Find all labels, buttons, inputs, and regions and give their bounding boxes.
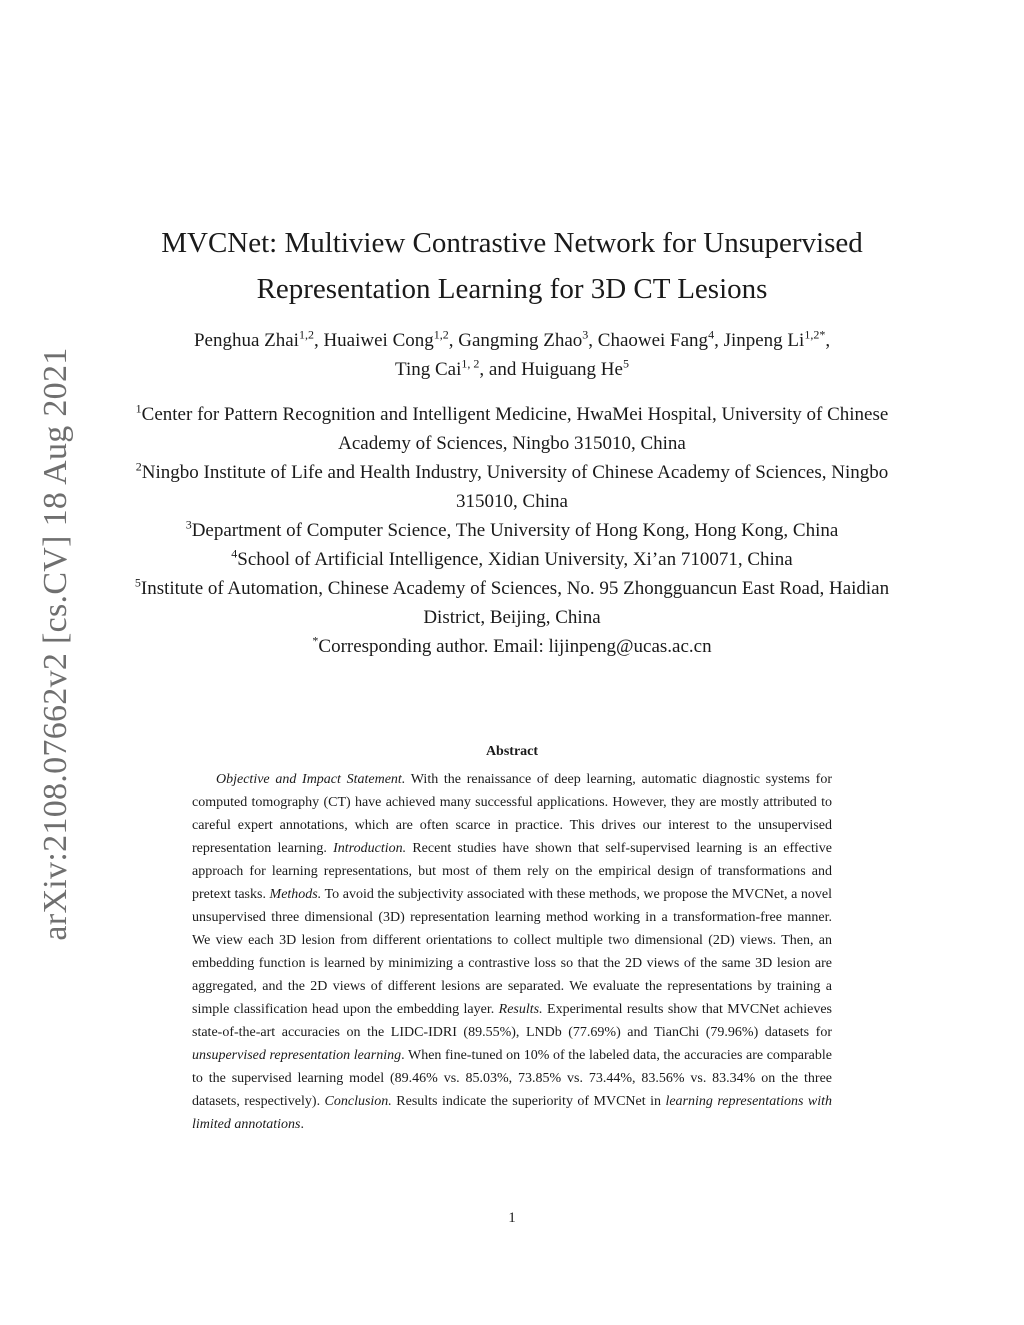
author-affil-mark: 5 [622,356,629,371]
author-name: Huiguang He [521,359,623,380]
affiliation-text: Institute of Automation, Chinese Academy of Sciences, No. 95 Zhongguancun East Road, Haidian District, Beijing, China [140,578,890,628]
corresponding-mark: * [312,633,319,648]
abstract-text: To avoid the subjectivity associated with these methods, we propose the MVCNet, a novel unsupervised three dimensional (3D) representation learning method working in a transformation-free manner. We view each 3D lesion from different orientations to collect multiple two dimensional (2D) views. Then, an embedding function is learned by minimizing a contrastive loss so that the 2D views of the same 3D lesion are aggregated, and the 2D views of different lesions are separated. We evaluate the representations by training a simple classification head upon the embedding layer. [192,887,832,1017]
author-affil-mark: 1,2* [804,327,826,342]
affiliation-text: School of Artificial Intelligence, Xidian University, Xi’an 710071, China [237,549,793,570]
author-separator: , [825,330,831,351]
affiliation-text: Ningbo Institute of Life and Health Industry, University of Chinese Academy of Sciences, Ningbo 315010, China [141,462,889,512]
author-separator: , and [479,359,522,380]
author-separator: , [588,330,598,351]
corresponding-author-text: Corresponding author. Email: lijinpeng@ucas.ac.cn [318,636,712,657]
affiliation-mark: 1 [135,401,142,416]
abstract-text: . [300,1117,304,1132]
affiliation-mark: 5 [134,575,141,590]
author-affil-mark: 4 [708,327,715,342]
abstract-section-label: Introduction. [333,841,407,856]
author-list [130,326,894,384]
affiliation-item [130,400,894,458]
abstract-emphasis: learning representations with limited annotations [192,1094,832,1132]
abstract-text: . When fine-tuned on 10% of the labeled data, the accuracies are comparable to the supervised learning model (89.46% vs. 85.03%, 73.85% vs. 73.44%, 83.56% vs. 83.34% on the three datasets, respectively). [192,1048,832,1109]
abstract-text: Results indicate the superiority of MVCNet in [391,1094,666,1109]
author-name: Chaowei Fang [597,330,709,351]
paper-title [140,220,884,312]
author-name: Gangming Zhao [458,330,583,351]
affiliation-text: Center for Pattern Recognition and Intelligent Medicine, HwaMei Hospital, University of Chinese Academy of Sciences, Ningbo 315010, China [141,404,889,454]
author-affil-mark: 3 [582,327,589,342]
affiliation-list [130,400,894,661]
title-line-1: MVCNet: Multiview Contrastive Network for Unsupervised [161,227,863,259]
author-name: Ting Cai [395,359,462,380]
author-name: Jinpeng Li [723,330,805,351]
affiliation-item [130,458,894,516]
corresponding-author [130,632,894,661]
affiliation-text: Department of Computer Science, The University of Hong Kong, Hong Kong, China [191,520,839,541]
author-affil-mark: 1,2 [433,327,449,342]
author-separator: , [714,330,724,351]
affiliation-mark: 2 [135,459,142,474]
abstract-text: Recent studies have shown that self-supervised learning is an effective approach for learning representations, but most of them rely on the empirical design of transformations and pretext tasks. [192,841,832,902]
author-name: Penghua Zhai [193,330,299,351]
page-number: 1 [508,1210,516,1226]
author-affil-mark: 1, 2 [461,356,480,371]
abstract-text: Experimental results show that MVCNet achieves state-of-the-art accuracies on the LIDC-IDRI (89.55%), LNDb (77.69%) and TianChi (79.96%) datasets for [192,1002,833,1040]
abstract-section-label: Conclusion. [324,1094,392,1109]
arxiv-identifier: arXiv:2108.07662v2 [cs.CV] 18 Aug 2021 [37,347,74,941]
affiliation-item [130,574,894,632]
abstract-emphasis: unsupervised representation learning [192,1048,402,1063]
affiliation-mark: 4 [231,546,238,561]
abstract-section-label: Objective and Impact Statement. [216,772,406,787]
author-affil-mark: 1,2 [298,327,314,342]
affiliation-mark: 3 [185,517,192,532]
abstract-section-label: Results. [498,1002,543,1017]
affiliation-item [130,545,894,574]
abstract-section-label: Methods. [269,887,322,902]
author-separator: , [448,330,459,351]
abstract-body [192,768,832,1136]
affiliation-item [130,516,894,545]
abstract-text: With the renaissance of deep learning, automatic diagnostic systems for computed tomography (CT) have achieved many successful applications. However, they are mostly attributed to careful expert annotations, which are often scarce in practice. This drives our interest to the unsupervised representation learning. [192,772,833,856]
author-name: Huaiwei Cong [323,330,434,351]
abstract-heading: Abstract [485,744,539,759]
author-separator: , [313,330,324,351]
title-line-2: Representation Learning for 3D CT Lesions [256,273,768,305]
